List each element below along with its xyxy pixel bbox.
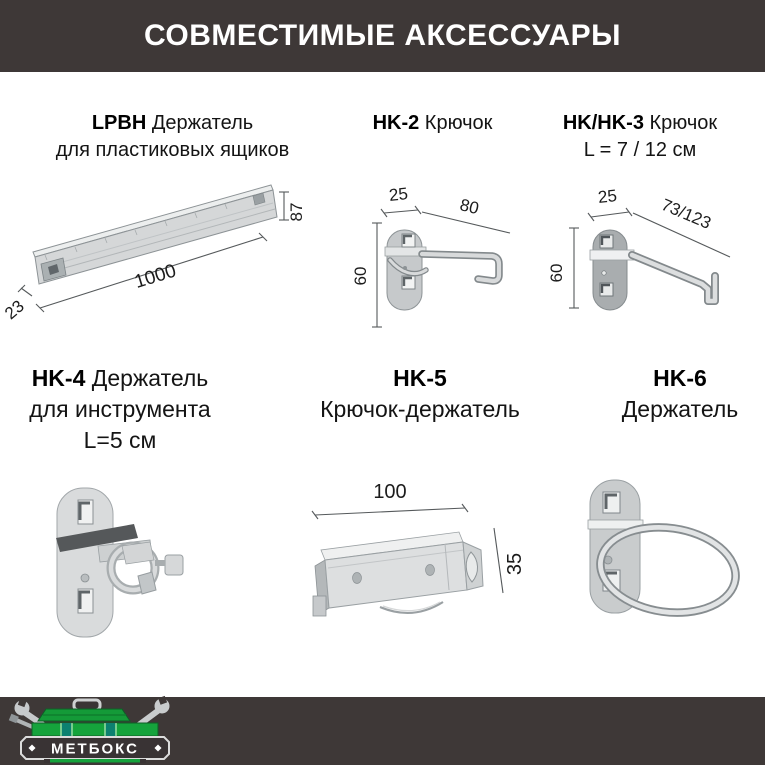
hk4-length-note: L=5 см <box>83 427 157 453</box>
lpbh-name: Держатель <box>151 112 254 134</box>
hk5-dim-height-label: 35 <box>504 552 526 576</box>
hk3-code: HK/HK-3 <box>562 112 644 134</box>
hk3-dim-height-label: 60 <box>547 263 566 283</box>
hk2-dim-width <box>381 184 421 217</box>
lpbh-dim-depth-label: 23 <box>1 296 28 324</box>
hk2-code: HK-2 <box>372 112 420 134</box>
hk5-drawing <box>295 478 545 638</box>
hk3-subtitle: L = 7 / 12 см <box>583 139 697 161</box>
plaque-green-strip <box>50 759 140 763</box>
lpbh-dim-depth <box>1 285 32 323</box>
hk5-dim-width <box>312 481 468 519</box>
hk2-dim-length <box>422 195 510 233</box>
hk2-dim-height <box>351 223 382 327</box>
hk3-dim-height <box>547 228 579 308</box>
hk3-dim-width-label: 25 <box>597 186 618 207</box>
hk6-image <box>582 462 757 652</box>
hk4-name: Держатель <box>91 365 209 391</box>
hk3-dim-width <box>588 186 632 221</box>
hk4-holder <box>56 488 183 637</box>
hk2-dim-height-label: 60 <box>351 266 370 286</box>
lpbh-title-line1 <box>20 110 325 137</box>
toolbox-icon <box>32 700 158 736</box>
hk2-hook <box>385 230 499 310</box>
hk6-title <box>575 363 765 425</box>
brand-logo <box>10 699 182 763</box>
hk6-holder <box>588 480 741 621</box>
hk5-name: Крючок-держатель <box>320 396 520 422</box>
hk5-code: HK-5 <box>393 365 447 391</box>
hk2-title <box>340 110 525 137</box>
lpbh-dim-height-label: 87 <box>287 202 306 222</box>
lpbh-dim-length-label: 1000 <box>132 260 179 293</box>
lpbh-drawing <box>1 180 320 325</box>
lpbh-subtitle: для пластиковых ящиков <box>55 139 290 161</box>
lpbh-title <box>20 110 325 164</box>
hk3-dim-length-label: 73/123 <box>658 195 714 233</box>
hk6-name: Держатель <box>621 396 739 422</box>
hk4-title-line1 <box>5 363 235 394</box>
hk4-image <box>38 468 203 648</box>
hk2-drawing <box>351 172 533 332</box>
hk3-drawing <box>547 183 762 333</box>
hk3-title <box>540 110 740 164</box>
hk4-code: HK-4 <box>31 365 86 391</box>
lpbh-dim-height <box>279 192 306 221</box>
hk5-dim-height <box>494 528 526 593</box>
hk4-title <box>5 363 235 456</box>
hk3-name: Крючок <box>649 112 718 134</box>
hk2-dim-width-label: 25 <box>388 184 409 205</box>
lpbh-code: LPBH <box>91 112 147 134</box>
hk3-dim-length <box>633 195 730 257</box>
header-bar <box>0 0 765 72</box>
hk2-title-line1 <box>340 110 525 137</box>
page-title: СОВМЕСТИМЫЕ АКСЕССУАРЫ <box>143 19 622 52</box>
brand-name: МЕТБОКС <box>51 740 139 758</box>
wrench-right-icon <box>136 696 170 727</box>
hk2-dim-length-label: 80 <box>457 195 481 219</box>
hk6-code: HK-6 <box>653 365 707 391</box>
hk5-bracket <box>313 532 483 616</box>
hk5-title <box>275 363 565 425</box>
hk3-title-line1 <box>540 110 740 137</box>
hk4-subtitle: для инструмента <box>29 396 211 422</box>
brand-plaque <box>21 737 169 763</box>
hk2-name: Крючок <box>424 112 493 134</box>
hk5-dim-width-label: 100 <box>373 481 407 503</box>
